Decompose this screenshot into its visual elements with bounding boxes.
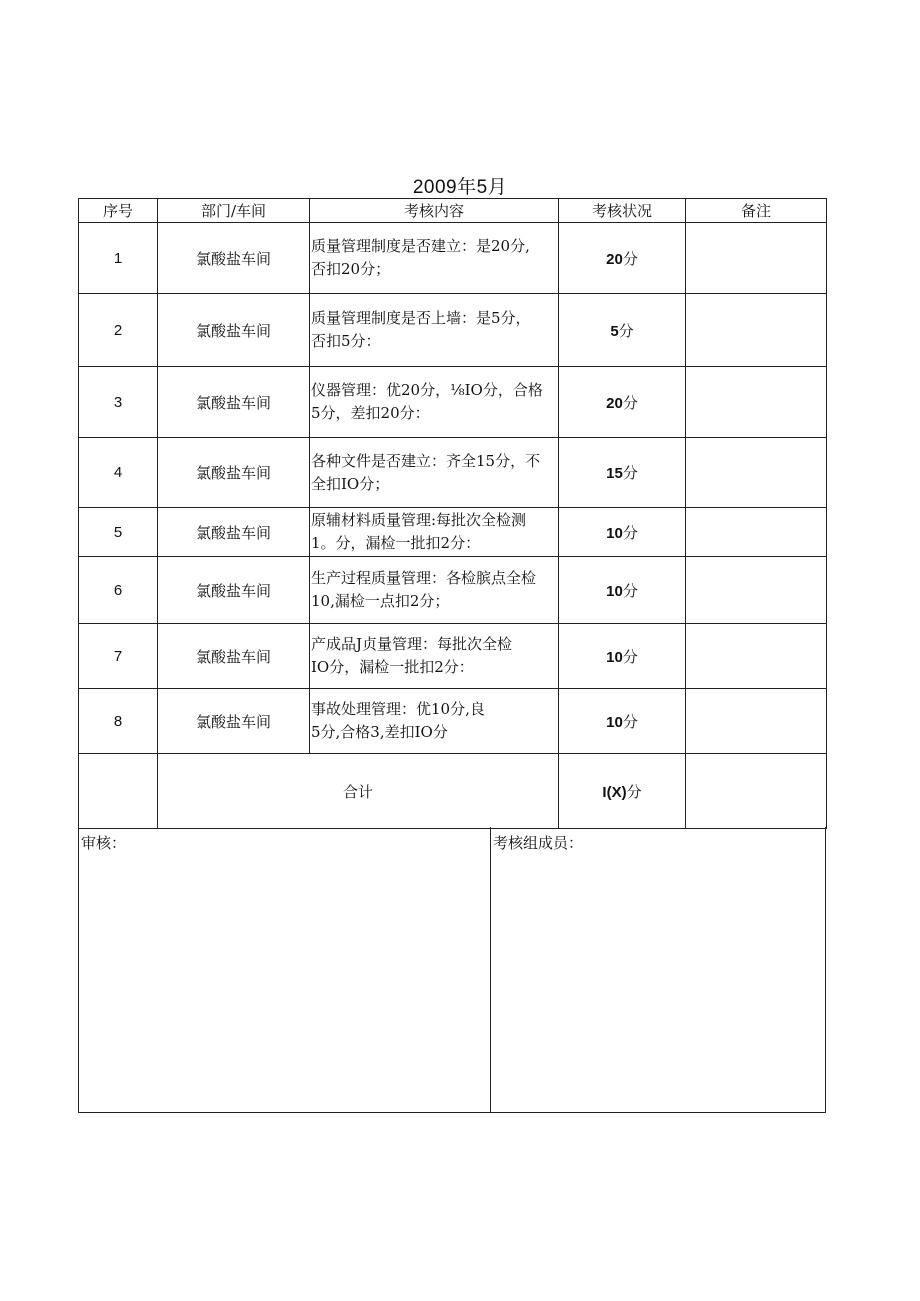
table-row [79, 624, 827, 689]
members-label: 考核组成员： [493, 834, 584, 852]
score-number: 15 [606, 465, 623, 482]
table-row [79, 367, 827, 438]
score-unit: 分 [622, 581, 638, 600]
row-content: 质量管理制度是否建立：是20分, 否扣20分； [310, 223, 559, 294]
row-remark [686, 557, 827, 624]
row-score [559, 508, 686, 557]
document-title: 2009年5月 [412, 177, 508, 198]
row-no: 8 [79, 689, 158, 754]
score-unit: 分 [622, 647, 638, 666]
row-no: 5 [79, 508, 158, 557]
total-score-number: I(X) [602, 783, 627, 801]
score-unit: 分 [622, 523, 638, 542]
total-blank-cell [79, 754, 158, 829]
row-dept: 氯酸盐车间 [158, 689, 310, 754]
table-row [79, 508, 827, 557]
table-row [79, 689, 827, 754]
score-number: 10 [606, 524, 623, 542]
total-remark [686, 754, 827, 829]
score-number: 10 [606, 648, 623, 666]
score-number: 10 [606, 582, 623, 600]
score-number: 10 [606, 713, 623, 731]
score-unit: 分 [622, 464, 638, 482]
score-number: 5 [610, 322, 619, 340]
row-content: 原辅材料质量管理:每批次全检测 1。分，漏检一批扣2分： [310, 508, 559, 557]
row-remark [686, 508, 827, 557]
row-no: 2 [79, 294, 158, 367]
header-remark: 备注 [686, 199, 827, 223]
signature-area [78, 827, 826, 1113]
row-score [559, 557, 686, 624]
table-row [79, 223, 827, 294]
table-header-row [79, 199, 827, 223]
row-dept: 氯酸盐车间 [158, 624, 310, 689]
row-remark [686, 689, 827, 754]
total-row [79, 754, 827, 829]
header-score: 考核状况 [559, 199, 686, 223]
row-dept: 氯酸盐车间 [158, 508, 310, 557]
row-no: 1 [79, 223, 158, 294]
row-remark [686, 438, 827, 508]
row-score [559, 294, 686, 367]
score-number: 20 [606, 394, 623, 412]
row-dept: 氯酸盐车间 [158, 294, 310, 367]
row-no: 3 [79, 367, 158, 438]
row-remark [686, 223, 827, 294]
score-unit: 分 [622, 393, 638, 412]
table-row [79, 438, 827, 508]
total-score [559, 754, 686, 829]
row-content: 各种文件是否建立：齐全15分，不 全扣IO分； [310, 438, 559, 508]
review-label: 审核： [81, 834, 127, 852]
row-no: 7 [79, 624, 158, 689]
row-dept: 氯酸盐车间 [158, 367, 310, 438]
score-unit: 分 [622, 249, 638, 268]
row-remark [686, 624, 827, 689]
review-box [79, 827, 491, 1112]
row-dept: 氯酸盐车间 [158, 223, 310, 294]
row-no: 4 [79, 438, 158, 508]
members-box [491, 827, 825, 1112]
row-content: 仪器管理：优20分，⅛IO分，合格 5分，差扣20分： [310, 367, 559, 438]
row-content: 质量管理制度是否上墙：是5分， 否扣5分： [310, 294, 559, 367]
assessment-table [78, 198, 827, 829]
row-score [559, 624, 686, 689]
row-dept: 氯酸盐车间 [158, 438, 310, 508]
row-score [559, 689, 686, 754]
row-score [559, 438, 686, 508]
row-no: 6 [79, 557, 158, 624]
total-label: 合计 [158, 754, 559, 829]
row-remark [686, 367, 827, 438]
header-dept: 部门/车间 [158, 199, 310, 223]
score-number: 20 [606, 250, 623, 268]
row-content: 产成品J贞量管理：每批次全检 IO分，漏检一批扣2分： [310, 624, 559, 689]
header-no: 序号 [79, 199, 158, 223]
row-score [559, 367, 686, 438]
row-score [559, 223, 686, 294]
table-row [79, 294, 827, 367]
total-score-unit: 分 [626, 782, 642, 801]
row-content: 事故处理管理：优10分,良 5分,合格3,差扣IO分 [310, 689, 559, 754]
row-dept: 氯酸盐车间 [158, 557, 310, 624]
score-unit: 分 [622, 712, 638, 731]
header-content: 考核内容 [310, 199, 559, 223]
row-remark [686, 294, 827, 367]
row-content: 生产过程质量管理：各检膑点全检 10,漏检一点扣2分； [310, 557, 559, 624]
score-unit: 分 [618, 321, 634, 340]
table-row [79, 557, 827, 624]
